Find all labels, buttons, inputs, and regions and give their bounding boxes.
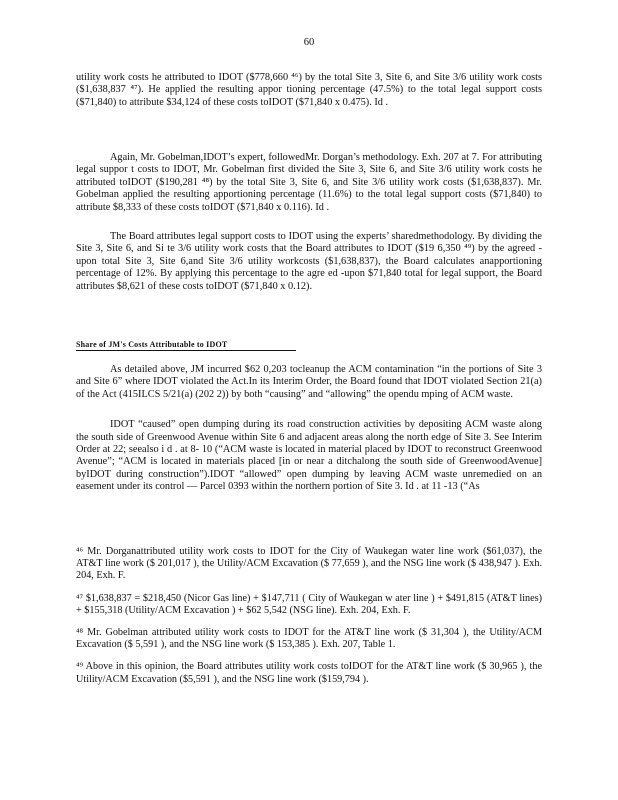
section-heading: Share of JM's Costs Attributable to IDOT <box>76 340 296 351</box>
footnote-47: ⁴⁷ $1,638,837 = $218,450 (Nicor Gas line) + $147,711 ( City of Waukegan w ater line ) + $491,815 (AT&T lines) + $155,318 (Utility/ACM Excavation ) + $62 5,542 (NSG line). Exh. 204, Exh. F. <box>76 592 542 616</box>
paragraph-3: The Board attributes legal support costs to IDOT using the experts’ sharedmethodology. By dividing the Site 3, Site 6, and Si te 3/6 utility work costs that the Board attributes to IDOT ($19 6,350 ⁴⁹) by the agreed -upon total Site 3, Site 6,and Site 3/6 utility workcosts ($1,638,837), the Board calculates anapportioning percentage of 12%. By applying this percentage to the agre ed -upon $71,840 total for legal support, the Board attributes $8,621 of these costs toIDOT ($71,840 x 0.12). <box>76 231 542 292</box>
footnote-46: ⁴⁶ Mr. Dorganattributed utility work costs to IDOT for the City of Waukegan water line work ($61,037), the AT&T line work ($ 201,017 ), the Utility/ACM Excavation ($ 77,659 ), and the NSG line work ($ 438,947 ). Exh. 204, Exh. F. <box>76 546 542 582</box>
paragraph-2: Again, Mr. Gobelman,IDOT’s expert, followedMr. Dorgan’s methodology. Exh. 207 at 7. For attributing legal suppor t costs to IDOT, Mr. Gobelman first divided the Site 3, Site 6, and Site 3/6 utility work costs he attributed toIDOT ($190,281 ⁴⁸) by the total Site 3, Site 6, and Site 3/6 utility work costs ($1,638,837). Mr. Gobelman applied the resulting apportioning percentage (11.6%) to the total legal support costs ($71,840) to attribute $8,333 of these costs toIDOT ($71,840 x 0.116). Id . <box>76 152 542 213</box>
footnotes <box>76 546 542 686</box>
footnote-49: ⁴⁹ Above in this opinion, the Board attributes utility work costs toIDOT for the AT&T line work ($ 30,965 ), the Utility/ACM Excavation ($5,591 ), and the NSG line work ($159,794 ). <box>76 661 542 685</box>
paragraph-5: IDOT “caused” open dumping during its road construction activities by depositing ACM waste along the south side of Greenwood Avenue within Site 6 and adjacent areas along the north edge of Site 3. See Interim Order at 22; seealso i d . at 8- 10 (“ACM waste is located in material placed by IDOT to reconstruct Greenwood Avenue”; “ACM is located in materials placed [in or near a ditchalong the south side of GreenwoodAvenue] byIDOT during construction”).IDOT “allowed” open dumping by leaving ACM waste unremedied on an easement under its control — Parcel 0393 within the northern portion of Site 3. Id . at 11 -13 (“As <box>76 419 542 493</box>
footnote-48: ⁴⁸ Mr. Gobelman attributed utility work costs to IDOT for the AT&T line work ($ 31,304 ), the Utility/ACM Excavation ($ 5,591 ), and the NSG line work ($ 153,385 ). Exh. 207, Table 1. <box>76 627 542 651</box>
page-number: 60 <box>303 37 315 48</box>
body-block-1 <box>76 72 542 293</box>
paragraph-4: As detailed above, JM incurred $62 0,203 tocleanup the ACM contamination “in the portions of Site 3 and Site 6” where IDOT violated the Act.In its Interim Order, the Board found that IDOT violated Section 21(a) of the Act (415ILCS 5/21(a) (202 2)) by both “causing” and “allowing” the opendu mping of ACM waste. <box>76 364 542 400</box>
body-block-2 <box>76 364 542 494</box>
paragraph-1: utility work costs he attributed to IDOT ($778,660 ⁴⁶) by the total Site 3, Site 6, and Site 3/6 utility work costs ($1,638,837 ⁴⁷). He applied the resulting appor tioning percentage (47.5%) to the total legal support costs ($71,840) to attribute $34,124 of these costs toIDOT ($71,840 x 0.475). Id . <box>76 72 542 108</box>
